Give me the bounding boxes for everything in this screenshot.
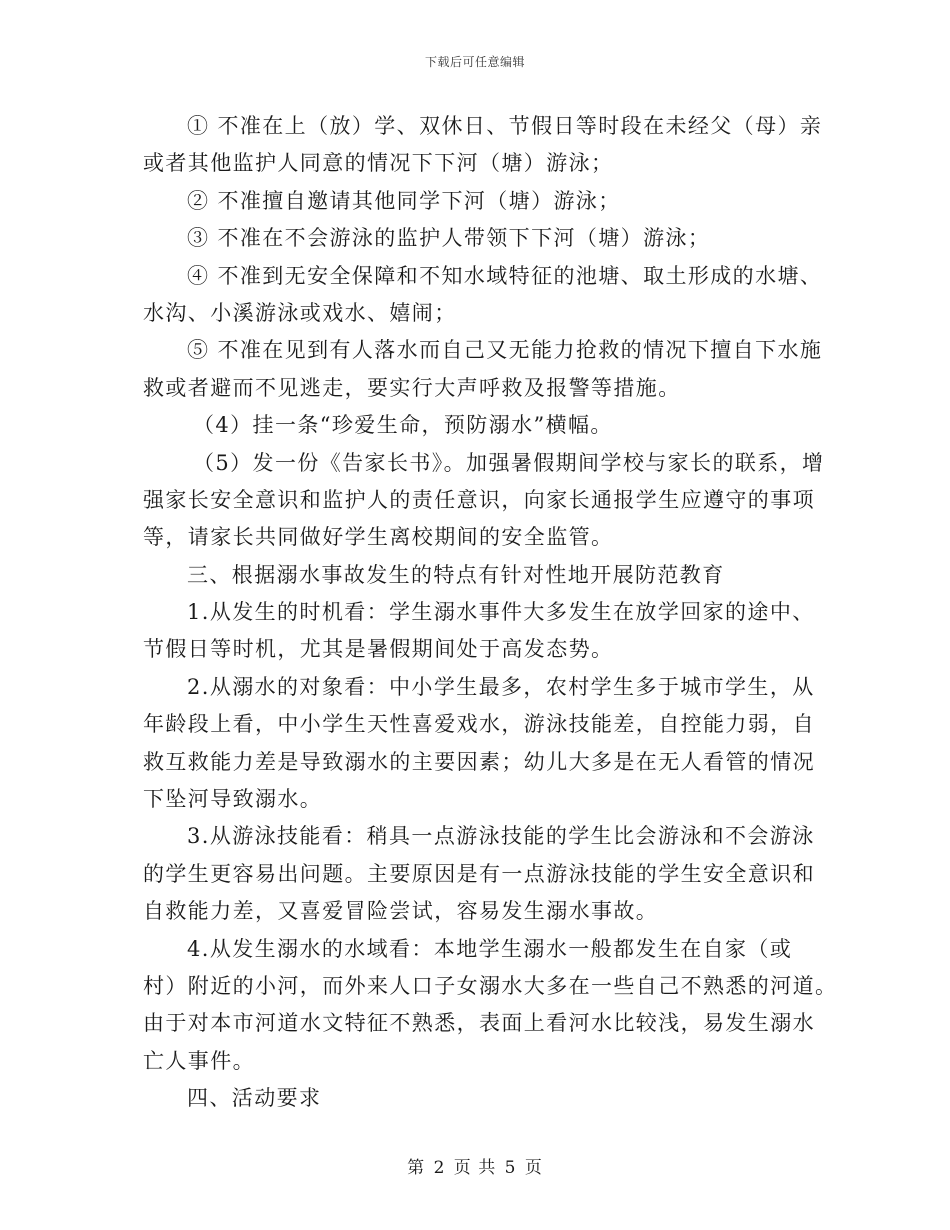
rule-5-line-1: ⑤ 不准在见到有人落水而自己又无能力抢救的情况下擅自下水施: [187, 338, 823, 363]
footer-prefix: 第: [407, 1158, 426, 1178]
point-2-line-2: 年龄段上看，中小学生天性喜爱戏水，游泳技能差，自控能力弱，自: [143, 712, 815, 737]
item-4-banner: （4）挂一条“珍爱生命，预防溺水”横幅。: [193, 413, 613, 438]
point-1-line-1: 1.从发生的时机看：学生溺水事件大多发生在放学回家的途中、: [187, 600, 815, 625]
rule-5-line-2: 救或者避而不见逃走，要实行大声呼救及报警等措施。: [143, 375, 681, 400]
point-2-line-3: 救互救能力差是导致溺水的主要因素；幼儿大多是在无人看管的情况: [143, 749, 815, 774]
rule-1-line-2: 或者其他监护人同意的情况下下河（塘）游泳；: [143, 151, 614, 176]
point-4-line-2: 村）附近的小河，而外来人口子女溺水大多在一些自己不熟悉的河道。: [143, 973, 838, 998]
point-3-line-2: 的学生更容易出问题。主要原因是有一点游泳技能的学生安全意识和: [143, 861, 815, 886]
footer-page-number: 2: [433, 1158, 446, 1178]
point-2-line-4: 下坠河导致溺水。: [143, 787, 323, 812]
point-3-line-3: 自救能力差，又喜爱冒险尝试，容易发生溺水事故。: [143, 899, 659, 924]
section-3-heading: 三、根据溺水事故发生的特点有针对性地开展防范教育: [187, 562, 725, 587]
rule-4-line-1: ④ 不准到无安全保障和不知水域特征的池塘、取土形成的水塘、: [187, 263, 823, 288]
point-4-line-3: 由于对本市河道水文特征不熟悉，表面上看河水比较浅，易发生溺水: [143, 1011, 815, 1036]
rule-3: ③ 不准在不会游泳的监护人带领下下河（塘）游泳；: [187, 226, 711, 251]
point-4-line-1: 4.从发生溺水的水域看：本地学生溺水一般都发生在自家（或: [187, 936, 793, 961]
point-3-line-1: 3.从游泳技能看：稍具一点游泳技能的学生比会游泳和不会游泳: [187, 824, 815, 849]
rule-2: ② 不准擅自邀请其他同学下河（塘）游泳；: [187, 188, 621, 213]
point-1-line-2: 节假日等时机，尤其是暑假期间处于高发态势。: [143, 637, 614, 662]
point-2-line-1: 2.从溺水的对象看：中小学生最多，农村学生多于城市学生，从: [187, 674, 815, 699]
section-4-heading: 四、活动要求: [187, 1086, 322, 1111]
rule-4-line-2: 水沟、小溪游泳或戏水、嬉闹；: [143, 300, 457, 325]
item-5-line-3: 等，请家长共同做好学生离校期间的安全监管。: [143, 525, 614, 550]
item-5-line-2: 强家长安全意识和监护人的责任意识，向家长通报学生应遵守的事项: [143, 487, 815, 512]
page-footer: [0, 1153, 950, 1178]
item-5-line-1: （5）发一份《告家长书》。加强暑假期间学校与家长的联系，增: [193, 450, 825, 475]
page-header: 下载后可任意编辑: [424, 55, 525, 69]
footer-suffix: 页: [524, 1158, 543, 1178]
point-4-line-4: 亡人事件。: [143, 1048, 255, 1073]
footer-total-pages: 5: [504, 1158, 517, 1178]
rule-1-line-1: ① 不准在上（放）学、双休日、节假日等时段在未经父（母）亲: [187, 114, 823, 138]
footer-middle: 页 共: [453, 1158, 497, 1178]
document-body: [143, 108, 838, 1118]
